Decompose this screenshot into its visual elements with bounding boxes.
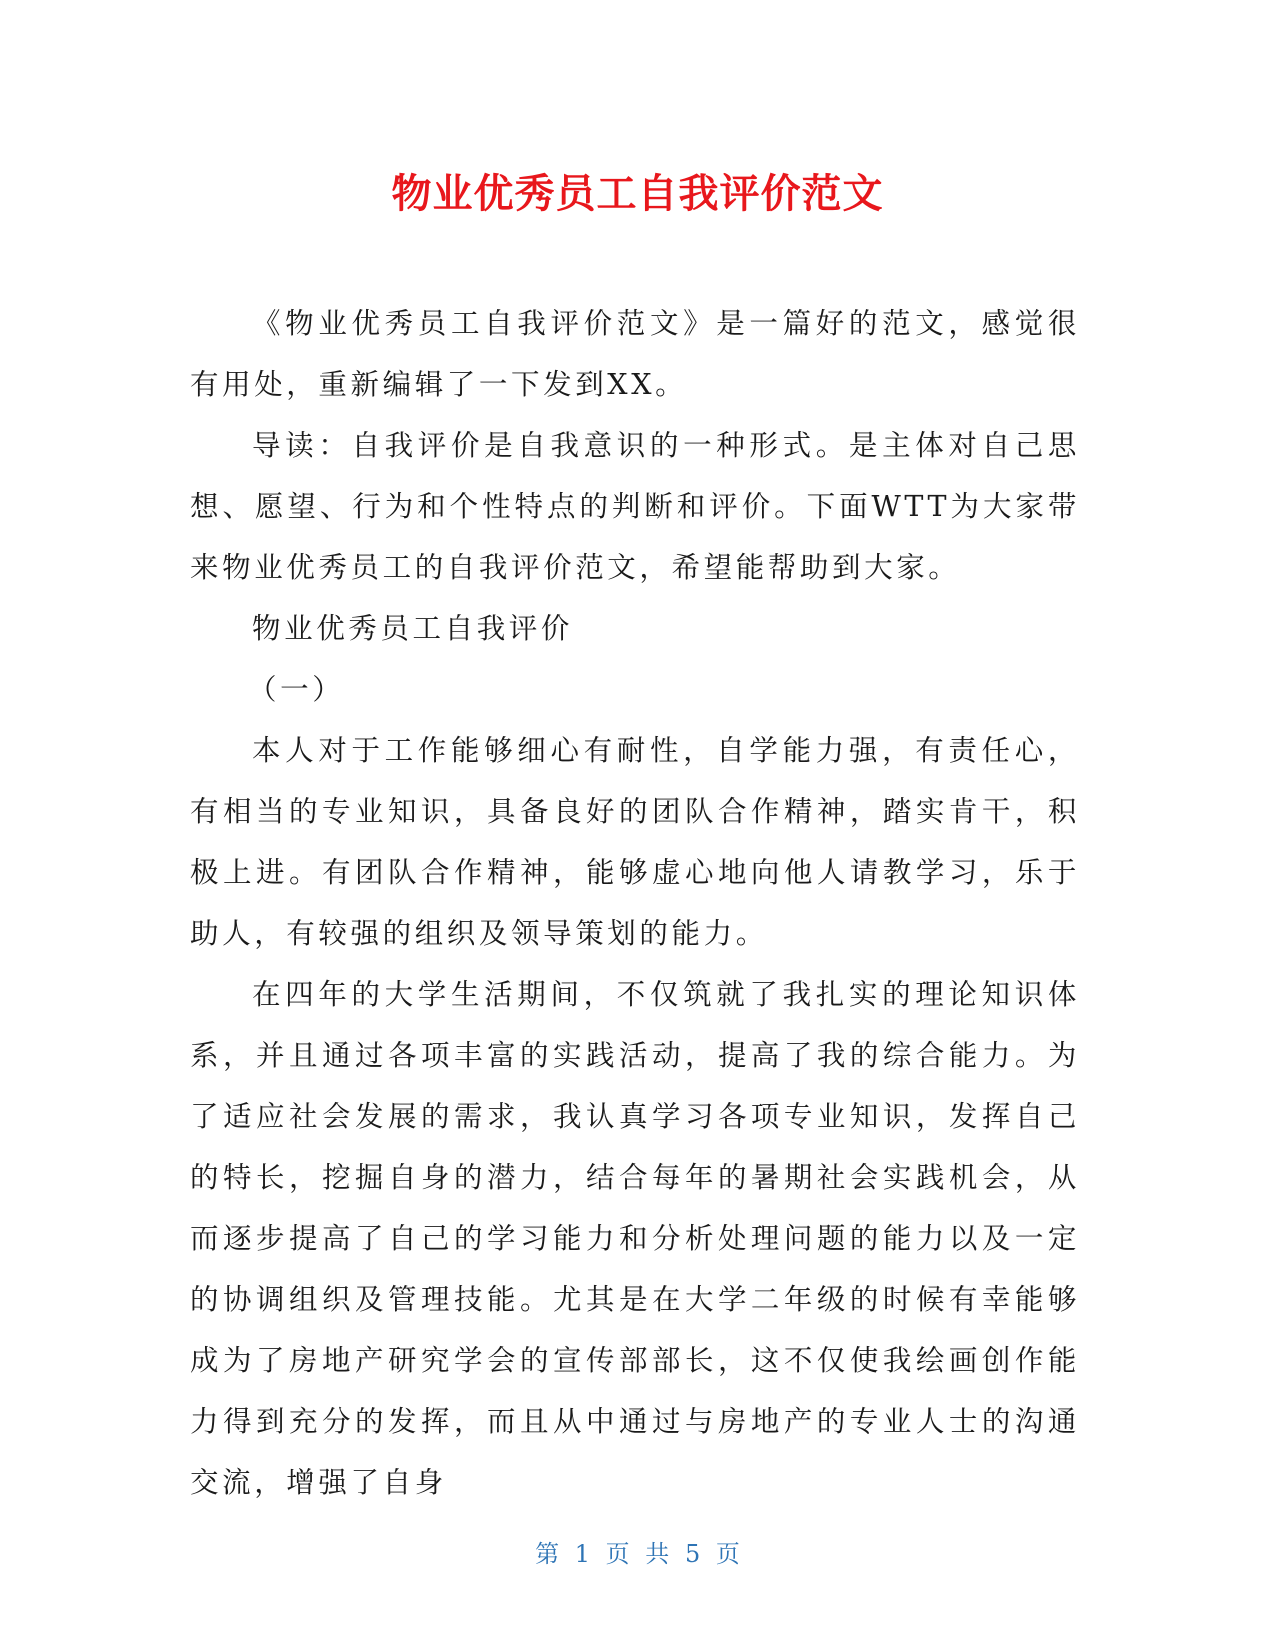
guide-paragraph: 导读：自我评价是自我意识的一种形式。是主体对自己思想、愿望、行为和个性特点的判断和评价。下面WTT为大家带来物业优秀员工的自我评价范文，希望能帮助到大家。	[190, 429, 1080, 584]
page-footer: 第 1 页 共 5 页	[535, 1540, 740, 1568]
body-paragraph-1: 本人对于工作能够细心有耐性，自学能力强，有责任心，有相当的专业知识，具备良好的团队合作精神，踏实肯干，积极上进。有团队合作精神，能够虚心地向他人请教学习，乐于助人，有较强的组织及领导策划的能力。	[190, 734, 1080, 950]
intro-paragraph: 《物业优秀员工自我评价范文》是一篇好的范文，感觉很有用处，重新编辑了一下发到XX。	[190, 307, 1080, 401]
section-heading: 物业优秀员工自我评价	[252, 612, 574, 645]
document-title: 物业优秀员工自我评价范文	[391, 171, 884, 217]
body-paragraph-2: 在四年的大学生活期间，不仅筑就了我扎实的理论知识体系，并且通过各项丰富的实践活动，提高了我的综合能力。为了适应社会发展的需求，我认真学习各项专业知识，发挥自己的特长，挖掘自身的潜力，结合每年的暑期社会实践机会，从而逐步提高了自己的学习能力和分析处理问题的能力以及一定的协调组织及管理技能。尤其是在大学二年级的时候有幸能够成为了房地产研究学会的宣传部部长，这不仅使我绘画创作能力得到充分的发挥，而且从中通过与房地产的专业人士的沟通交流，增强了自身	[190, 978, 1080, 1499]
document-body	[190, 293, 1080, 1513]
section-number: （一）	[248, 673, 345, 706]
